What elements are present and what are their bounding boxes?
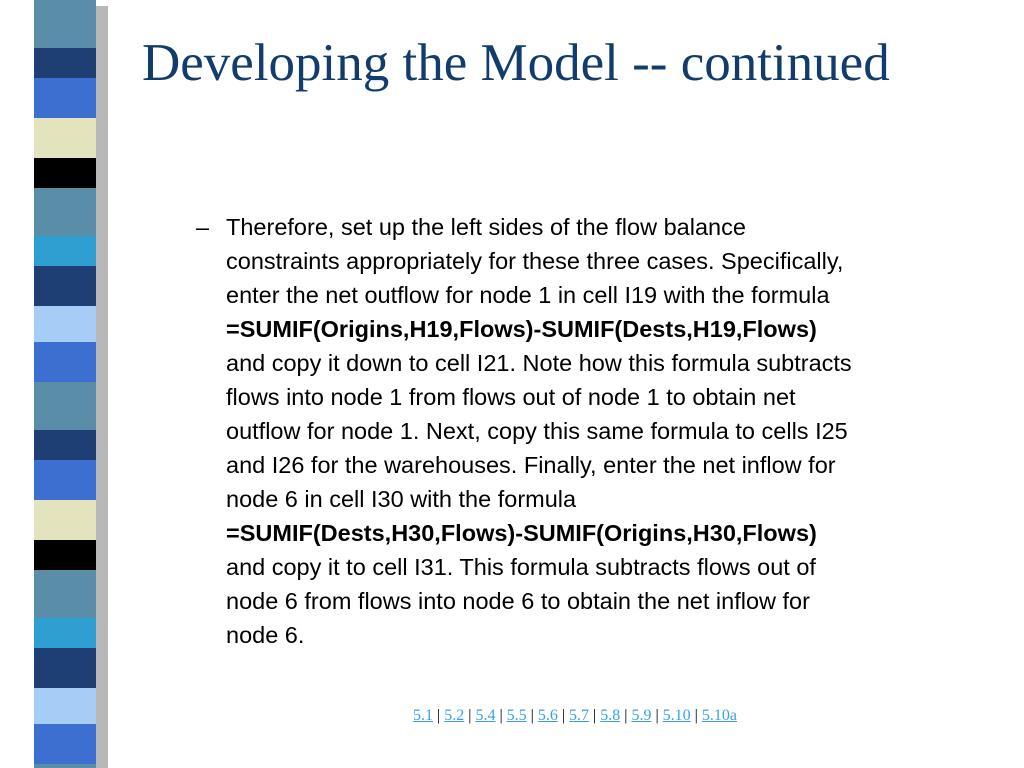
decorative-stripe — [34, 430, 96, 460]
bullet-line: enter the net outflow for node 1 in cell I19 with the formula — [226, 282, 830, 308]
bullet-line: and I26 for the warehouses. Finally, enter the net inflow for — [226, 452, 836, 478]
decorative-stripe — [34, 460, 96, 500]
nav-link-5-8[interactable]: 5.8 — [600, 707, 621, 724]
nav-link-5-7[interactable]: 5.7 — [569, 707, 590, 724]
decorative-stripe — [34, 158, 96, 188]
decorative-stripe-bar — [34, 0, 96, 768]
slide-nav-links — [0, 704, 1024, 728]
bullet-line: node 6 in cell I30 with the formula — [226, 486, 577, 512]
bullet-line: Therefore, set up the left sides of the flow balance — [226, 214, 746, 240]
decorative-stripe — [34, 500, 96, 540]
nav-separator: | — [655, 707, 659, 724]
bullet-line: and copy it down to cell I21. Note how this formula subtracts — [226, 350, 852, 376]
nav-separator: | — [694, 707, 698, 724]
bullet-line: node 6 from flows into node 6 to obtain the net inflow for — [226, 588, 810, 614]
bullet-line: flows into node 1 from flows out of node 1 to obtain net — [226, 384, 796, 410]
decorative-stripe — [34, 266, 96, 306]
nav-separator: | — [530, 707, 534, 724]
decorative-stripe — [34, 118, 96, 158]
decorative-stripe — [34, 724, 96, 764]
decorative-stripe — [34, 306, 96, 342]
nav-link-5-2[interactable]: 5.2 — [444, 707, 465, 724]
bullet-line: constraints appropriately for these three cases. Specifically, — [226, 248, 844, 274]
formula-line: =SUMIF(Dests,H30,Flows)-SUMIF(Origins,H30,Flows) — [226, 520, 817, 546]
decorative-stripe — [34, 188, 96, 236]
nav-separator: | — [499, 707, 503, 724]
nav-link-5-6[interactable]: 5.6 — [537, 707, 558, 724]
bullet-line: and copy it to cell I31. This formula subtracts flows out of — [226, 554, 816, 580]
formula-line: =SUMIF(Origins,H19,Flows)-SUMIF(Dests,H19,Flows) — [226, 316, 817, 342]
nav-separator: | — [561, 707, 566, 724]
decorative-stripe — [34, 0, 96, 48]
nav-link-5-5[interactable]: 5.5 — [506, 707, 527, 724]
decorative-stripe — [34, 236, 96, 266]
nav-link-5-10a[interactable]: 5.10a — [701, 707, 737, 724]
bullet-line: outflow for node 1. Next, copy this same formula to cells I25 — [226, 418, 848, 444]
nav-link-5-1[interactable]: 5.1 — [413, 707, 434, 724]
nav-link-5-9[interactable]: 5.9 — [631, 707, 652, 724]
bullet-line: node 6. — [226, 622, 305, 648]
decorative-stripe — [34, 78, 96, 118]
decorative-stripe — [34, 540, 96, 570]
decorative-stripe — [34, 764, 96, 768]
decorative-stripe — [34, 648, 96, 688]
decorative-stripe — [34, 342, 96, 382]
nav-separator: | — [624, 707, 628, 724]
nav-link-5-10[interactable]: 5.10 — [662, 707, 691, 724]
nav-separator: | — [593, 707, 597, 724]
decorative-stripe — [34, 618, 96, 648]
nav-separator: | — [468, 707, 472, 724]
bullet-item — [194, 210, 994, 652]
decorative-stripe — [34, 382, 96, 430]
decorative-stripe — [34, 48, 96, 78]
nav-link-5-4[interactable]: 5.4 — [475, 707, 496, 724]
nav-separator: | — [437, 707, 441, 724]
bullet-dash: – — [196, 214, 210, 240]
decorative-stripe — [34, 570, 96, 618]
slide-title: Developing the Model -- continued — [142, 34, 890, 92]
bullet-list — [194, 210, 994, 652]
